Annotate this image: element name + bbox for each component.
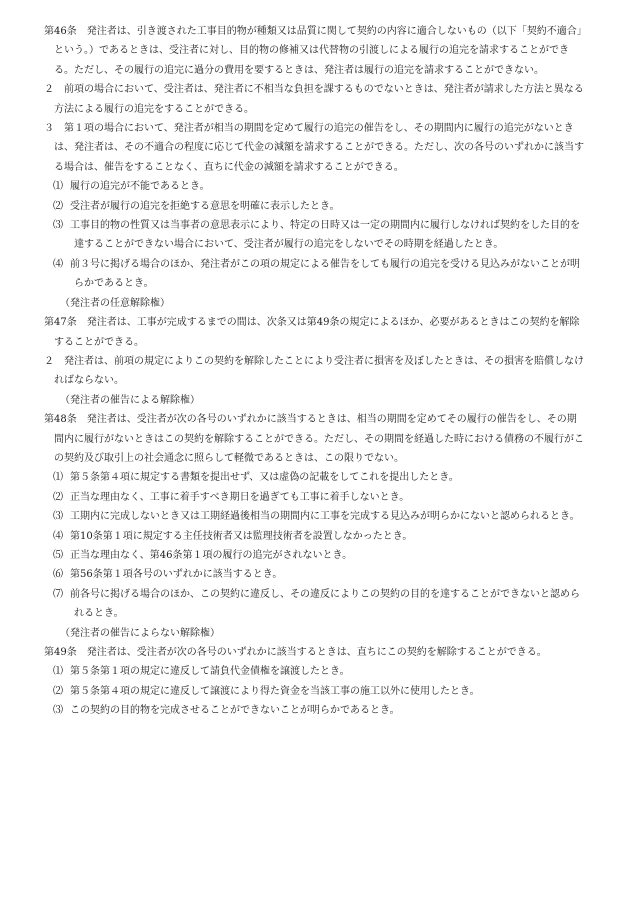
article-caption: （発注者の催告による解除権） — [60, 394, 200, 406]
item-number: ⑷ — [53, 258, 63, 270]
article-number: 第47条 — [44, 317, 77, 329]
item-number: ⑷ — [53, 530, 63, 542]
article-number: 第48条 — [44, 414, 77, 426]
item-number: ⑸ — [53, 549, 63, 561]
item-number: ⑺ — [53, 588, 63, 600]
article-text: 発注者は、受注者が次の各号のいずれかに該当するときは、直ちにこの契約を解除することができる。 — [86, 647, 547, 658]
list-item — [44, 565, 586, 584]
item-text: 履行の追完が不能であるとき。 — [70, 181, 210, 193]
article-number: 第46条 — [44, 26, 77, 37]
item-number: ⑵ — [53, 685, 63, 697]
paragraph-text: 発注者は、前項の規定によりこの契約を解除したことにより受注者に損害を及ぼしたときは、その損害を賠償しなければならない。 — [54, 355, 584, 387]
article-text: 発注者は、引き渡された工事目的物が種類又は品質に関して契約の内容に適合しないもの（以下「契約不適合」という。）であるときは、受注者に対し、目的物の修補又は代替物の引渡しによる履行の追完を請求することができる。ただし、その履行の追完に過分の費用を要するときは、発注者は履行の追完を請求することができない。 — [54, 26, 582, 76]
item-number: ⑴ — [53, 181, 63, 193]
list-item — [44, 662, 586, 681]
item-number: ⑶ — [53, 220, 63, 232]
item-number: ⑶ — [53, 705, 63, 717]
article-text: 発注者は、工事が完成するまでの間は、次条又は第49条の規定によるほか、必要があるときはこの契約を解除することができる。 — [54, 317, 580, 348]
item-text: 前各号に掲げる場合のほか、この契約に違反し、その違反によりこの契約の目的を達することができないと認められるとき。 — [70, 588, 580, 620]
item-number: ⑴ — [53, 666, 63, 678]
list-item — [44, 585, 586, 624]
paragraph-number: ２ — [44, 355, 54, 367]
paragraph-number: ２ — [44, 84, 54, 96]
item-text: 第５条第４項の規定に違反して譲渡により得た資金を当該工事の施工以外に使用したとき。 — [70, 685, 480, 697]
article-46 — [44, 22, 586, 80]
list-item — [44, 468, 586, 487]
item-text: 第10条第１項に規定する主任技術者又は監理技術者を設置しなかったとき。 — [70, 530, 413, 542]
item-text: この契約の目的物を完成させることができないことが明らかであるとき。 — [70, 705, 400, 717]
item-number: ⑴ — [53, 472, 63, 484]
item-text: 前３号に掲げる場合のほか、発注者がこの項の規定による催告をしても履行の追完を受ける見込みがないことが明らかであるとき。 — [70, 258, 580, 290]
paragraph-3 — [44, 119, 586, 177]
article-47 — [44, 313, 586, 352]
article-number: 第49条 — [44, 647, 77, 658]
paragraph-2 — [44, 352, 586, 391]
paragraph-text: 前項の場合において、受注者は、発注者に不相当な負担を課するものでないときは、発注者が請求した方法と異なる方法による履行の追完をすることができる。 — [54, 84, 584, 115]
item-text: 正当な理由なく、第46条第１項の履行の追完がされないとき。 — [70, 549, 353, 561]
item-text: 工事目的物の性質又は当事者の意思表示により、特定の日時又は一定の期間内に履行しなければ契約をした目的を達することができない場合において、受注者が履行の追完をしないでその時期を経過したとき。 — [70, 220, 580, 251]
list-item — [44, 255, 586, 294]
paragraph-number: ３ — [44, 123, 54, 135]
item-number: ⑵ — [53, 200, 63, 212]
list-item — [44, 197, 586, 216]
list-item — [44, 177, 586, 196]
item-text: 第５条第１項の規定に違反して請負代金債権を譲渡したとき。 — [70, 666, 350, 678]
list-item — [44, 488, 586, 507]
article-49 — [44, 643, 586, 662]
list-item — [44, 701, 586, 720]
article-caption: （発注者の任意解除権） — [60, 297, 170, 309]
item-text: 第５条第４項に規定する書類を提出せず、又は虚偽の記載をしてこれを提出したとき。 — [70, 472, 459, 484]
paragraph-2 — [44, 80, 586, 119]
list-item — [44, 507, 586, 526]
list-item — [44, 527, 586, 546]
item-number: ⑶ — [53, 511, 63, 523]
article-caption: （発注者の催告によらない解除権） — [60, 627, 220, 639]
list-item — [44, 216, 586, 255]
item-number: ⑵ — [53, 491, 63, 503]
list-item — [44, 546, 586, 565]
item-text: 正当な理由なく、工事に着手すべき期日を過ぎても工事に着手しないとき。 — [70, 491, 410, 503]
article-text: 発注者は、受注者が次の各号のいずれかに該当するときは、相当の期間を定めてその履行の催告をし、その期間内に履行がないときはこの契約を解除することができる。ただし、その期間を経過した時における債務の不履行がこの契約及び取引上の社会通念に照らして軽微であるときは、この限りでない。 — [54, 414, 584, 464]
item-text: 第56条第１項各号のいずれかに該当するとき。 — [70, 569, 283, 581]
item-text: 工期内に完成しないとき又は工期経過後相当の期間内に工事を完成する見込みが明らかにないと認められるとき。 — [70, 511, 580, 523]
article-48 — [44, 410, 586, 468]
item-number: ⑹ — [53, 569, 63, 581]
list-item — [44, 682, 586, 701]
item-text: 受注者が履行の追完を拒絶する意思を明確に表示したとき。 — [70, 200, 340, 212]
paragraph-text: 第１項の場合において、発注者が相当の期間を定めて履行の追完の催告をし、その期間内に履行の追完がないときは、発注者は、その不適合の程度に応じて代金の減額を請求することができる。ただし、次の各号のいずれかに該当する場合は、催告をすることなく、直ちに代金の減額を請求することができる。 — [54, 123, 584, 173]
